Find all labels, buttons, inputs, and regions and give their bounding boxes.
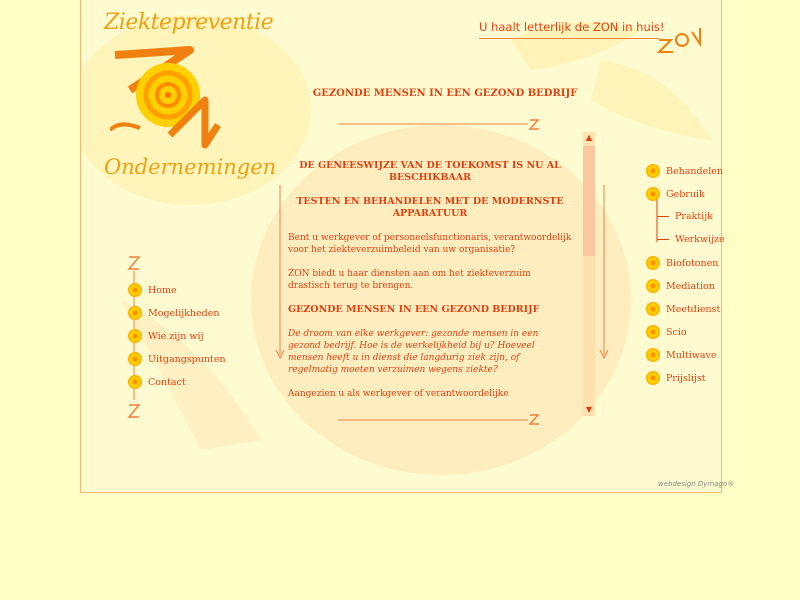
slogan-underline	[479, 38, 659, 39]
content-heading-3: GEZONDE MENSEN IN EEN GEZOND BEDRIJF	[288, 304, 540, 315]
sun-bullet-icon	[646, 164, 660, 178]
subnav-item-werkwijze[interactable]	[657, 234, 725, 245]
content-left-arrow	[274, 185, 286, 365]
sun-bullet-icon	[128, 352, 142, 366]
nav-item-meetdienst[interactable]	[646, 302, 720, 316]
nav-label: Prijslijst	[666, 372, 706, 384]
nav-label: Meetdienst	[666, 303, 721, 315]
sun-bullet-icon	[646, 325, 660, 339]
nav-item-gebruik[interactable]	[646, 187, 705, 201]
nav-label: Scio	[666, 326, 687, 338]
content-paragraph-2: ZON biedt u haar diensten aan om het ziekteverzuim drastisch terug te brengen.	[288, 269, 531, 291]
nav-item-prijslijst[interactable]	[646, 371, 706, 385]
nav-label: Mogelijkheden	[148, 307, 220, 319]
sun-spiral-icon	[110, 35, 225, 150]
main-content[interactable]	[288, 160, 572, 415]
nav-item-biofotonen[interactable]	[646, 256, 718, 270]
sun-bullet-icon	[128, 329, 142, 343]
content-scrollbar[interactable]	[583, 132, 595, 416]
scroll-down-icon[interactable]: ▼	[585, 405, 593, 414]
nav-label: Uitgangspunten	[148, 353, 226, 365]
nav-item-mediation[interactable]	[646, 279, 715, 293]
page-headline: GEZONDE MENSEN IN EEN GEZOND BEDRIJF	[312, 88, 578, 99]
content-paragraph-1: Bent u werkgever of personeelsfunctionaris, verantwoordelijk voor het ziekteverzuimbeleid van uw organisatie?	[288, 233, 572, 255]
nav-item-mogelijkheden[interactable]	[128, 306, 220, 320]
nav-label: Home	[148, 284, 177, 296]
scroll-thumb[interactable]	[583, 146, 595, 256]
nav-label: Praktijk	[675, 211, 713, 222]
nav-label: Wie zijn wij	[148, 330, 204, 342]
content-right-arrow	[598, 185, 610, 365]
headline-divider	[338, 118, 548, 132]
nav-item-contact[interactable]	[128, 375, 186, 389]
nav-label: Werkwijze	[675, 234, 725, 245]
sun-bullet-icon	[128, 306, 142, 320]
nav-label: Contact	[148, 376, 186, 388]
nav-label: Biofotonen	[666, 257, 719, 269]
sun-bullet-icon	[128, 283, 142, 297]
nav-label: Behandelen	[666, 165, 723, 177]
sun-bullet-icon	[128, 375, 142, 389]
content-heading-1: DE GENEESWIJZE VAN DE TOEKOMST IS NU AL BESCHIKBAAR	[299, 160, 561, 183]
slogan: U haalt letterlijk de ZON in huis!	[479, 20, 665, 34]
nav-label: Multiwave	[666, 349, 717, 361]
sun-bullet-icon	[646, 302, 660, 316]
nav-item-wie-zijn-wij[interactable]	[128, 329, 204, 343]
content-paragraph-3: De droom van elke werkgever: gezonde mensen in een gezond bedrijf. Hoe is de werkelijkheid bij u? Hoeveel mensen heeft u in dienst die langdurig ziek zijn, of regelmatig moeten verzuimen wegens ziekte?	[288, 329, 539, 375]
nav-label: Mediation	[666, 280, 715, 292]
z-glyph-icon	[655, 20, 705, 55]
nav-item-behandelen[interactable]	[646, 164, 723, 178]
logo-text-top: Ziektepreventie	[104, 10, 274, 35]
logo-text-bottom: Ondernemingen	[104, 155, 277, 179]
nav-item-uitgangspunten[interactable]	[128, 352, 226, 366]
sun-bullet-icon	[646, 256, 660, 270]
nav-label: Gebruik	[666, 188, 705, 200]
nav-item-multiwave[interactable]	[646, 348, 717, 362]
bottom-divider	[338, 413, 548, 427]
content-heading-2: TESTEN EN BEHANDELEN MET DE MODERNSTE APPARATUUR	[296, 196, 564, 219]
content-paragraph-4: Aangezien u als werkgever of verantwoordelijke	[288, 389, 509, 399]
nav-item-scio[interactable]	[646, 325, 687, 339]
nav-item-home[interactable]	[128, 283, 177, 297]
scroll-up-icon[interactable]: ▲	[585, 133, 593, 142]
sun-bullet-icon	[646, 187, 660, 201]
sun-bullet-icon	[646, 348, 660, 362]
webdesign-credit[interactable]: webdesign Dymago®	[658, 480, 735, 488]
sun-bullet-icon	[646, 371, 660, 385]
subnav-item-praktijk[interactable]	[657, 211, 713, 222]
sun-bullet-icon	[646, 279, 660, 293]
